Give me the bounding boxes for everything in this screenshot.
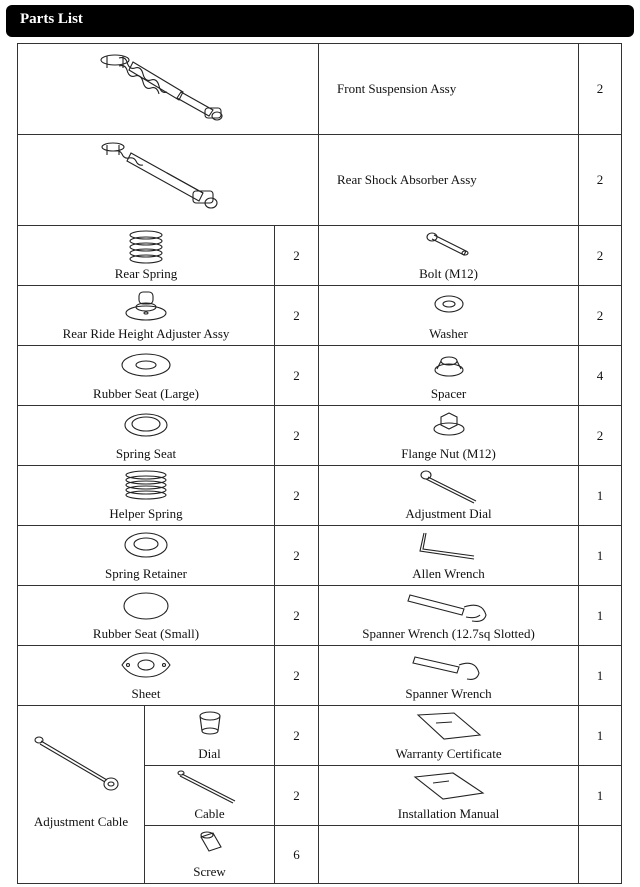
bolt-icon	[424, 229, 474, 261]
spring-seat-cell	[18, 406, 275, 466]
rubber-small-cell	[18, 586, 275, 646]
spring-retainer-cell	[18, 526, 275, 586]
helper-spring-icon	[121, 469, 171, 505]
front-suspension-qty: 2	[579, 44, 622, 135]
table-row	[18, 286, 622, 346]
rear-spring-qty: 2	[275, 226, 319, 286]
cable-icon	[175, 769, 245, 805]
table-row	[18, 526, 622, 586]
warranty-label: Warranty Certificate	[395, 746, 502, 761]
washer-icon	[429, 289, 469, 319]
spacer-icon	[429, 349, 469, 381]
screw-label: Screw	[193, 864, 226, 879]
dial-qty: 2	[275, 706, 319, 766]
spring-retainer-icon	[121, 529, 171, 561]
dial-label: Dial	[198, 746, 221, 761]
spacer-label: Spacer	[430, 386, 467, 401]
flange-nut-cell	[319, 406, 579, 466]
flange-nut-label: Flange Nut (M12)	[401, 446, 496, 461]
washer-label: Washer	[429, 326, 468, 341]
install-manual-cell	[319, 766, 579, 826]
rear-shock-label: Rear Shock Absorber Assy	[319, 135, 579, 226]
spacer-cell	[319, 346, 579, 406]
adjustment-dial-label: Adjustment Dial	[405, 506, 492, 521]
cable-cell	[145, 766, 275, 826]
install-manual-label: Installation Manual	[397, 806, 500, 821]
adjustment-cable-cell	[18, 706, 145, 884]
washer-cell	[319, 286, 579, 346]
spring-retainer-qty: 2	[275, 526, 319, 586]
adjustment-cable-label: Adjustment Cable	[33, 814, 129, 829]
spacer-qty: 4	[579, 346, 622, 406]
rear-spring-label: Rear Spring	[114, 266, 178, 281]
rubber-seat-small-icon	[121, 589, 171, 623]
cable-label: Cable	[194, 806, 225, 821]
section-title: Parts List	[20, 11, 83, 27]
rubber-small-qty: 2	[275, 586, 319, 646]
allen-wrench-cell	[319, 526, 579, 586]
washer-qty: 2	[579, 286, 622, 346]
spring-retainer-label: Spring Retainer	[105, 566, 187, 581]
spanner-slotted-qty: 1	[579, 586, 622, 646]
helper-spring-qty: 2	[275, 466, 319, 526]
ride-height-cell	[18, 286, 275, 346]
adjustment-dial-icon	[414, 469, 484, 505]
installation-manual-icon	[409, 769, 489, 805]
screw-icon	[195, 829, 225, 857]
spanner-slotted-label: Spanner Wrench (12.7sq Slotted)	[362, 626, 535, 641]
front-suspension-image	[18, 44, 319, 135]
spanner-cell	[319, 646, 579, 706]
rubber-seat-large-icon	[116, 349, 176, 381]
rubber-small-label: Rubber Seat (Small)	[92, 626, 200, 641]
ride-height-adjuster-icon	[121, 289, 171, 323]
flange-nut-icon	[429, 409, 469, 441]
table-row	[18, 706, 622, 766]
rear-spring-icon	[121, 229, 171, 265]
table-row	[18, 226, 622, 286]
rubber-large-qty: 2	[275, 346, 319, 406]
rubber-large-cell	[18, 346, 275, 406]
sheet-qty: 2	[275, 646, 319, 706]
dial-cell	[145, 706, 275, 766]
sheet-cell	[18, 646, 275, 706]
rubber-large-label: Rubber Seat (Large)	[93, 386, 199, 401]
spanner-qty: 1	[579, 646, 622, 706]
screw-qty: 6	[275, 826, 319, 884]
install-manual-qty: 1	[579, 766, 622, 826]
adjustment-dial-qty: 1	[579, 466, 622, 526]
front-suspension-label: Front Suspension Assy	[319, 44, 579, 135]
allen-wrench-icon	[414, 529, 484, 563]
table-row	[18, 346, 622, 406]
dial-icon	[195, 709, 225, 739]
rear-shock-icon	[93, 135, 243, 221]
bolt-cell	[319, 226, 579, 286]
spanner-label: Spanner Wrench	[405, 686, 492, 701]
ride-height-label: Rear Ride Height Adjuster Assy	[62, 326, 230, 341]
table-row	[18, 466, 622, 526]
empty-qty-cell	[579, 826, 622, 884]
sheet-label: Sheet	[131, 686, 161, 701]
adjustment-dial-cell	[319, 466, 579, 526]
table-row	[18, 135, 622, 226]
screw-cell	[145, 826, 275, 884]
helper-spring-label: Helper Spring	[109, 506, 183, 521]
section-header	[6, 5, 634, 37]
flange-nut-qty: 2	[579, 406, 622, 466]
spanner-wrench-slotted-icon	[404, 589, 494, 625]
bolt-qty: 2	[579, 226, 622, 286]
spanner-slotted-cell	[319, 586, 579, 646]
allen-wrench-label: Allen Wrench	[412, 566, 485, 581]
sheet-icon	[118, 649, 174, 681]
ride-height-qty: 2	[275, 286, 319, 346]
allen-wrench-qty: 1	[579, 526, 622, 586]
helper-spring-cell	[18, 466, 275, 526]
spring-seat-qty: 2	[275, 406, 319, 466]
warranty-certificate-icon	[414, 709, 484, 745]
rear-shock-qty: 2	[579, 135, 622, 226]
adjustment-cable-icon	[31, 734, 131, 794]
table-row	[18, 646, 622, 706]
spanner-wrench-icon	[409, 649, 489, 683]
empty-cell	[319, 826, 579, 884]
rear-spring-cell	[18, 226, 275, 286]
spring-seat-label: Spring Seat	[115, 446, 177, 461]
table-row	[18, 44, 622, 135]
parts-table	[17, 43, 622, 884]
table-row	[18, 406, 622, 466]
warranty-cell	[319, 706, 579, 766]
table-row	[18, 586, 622, 646]
warranty-qty: 1	[579, 706, 622, 766]
cable-qty: 2	[275, 766, 319, 826]
rear-shock-image	[18, 135, 319, 226]
bolt-label: Bolt (M12)	[419, 266, 478, 281]
spring-seat-icon	[121, 409, 171, 441]
